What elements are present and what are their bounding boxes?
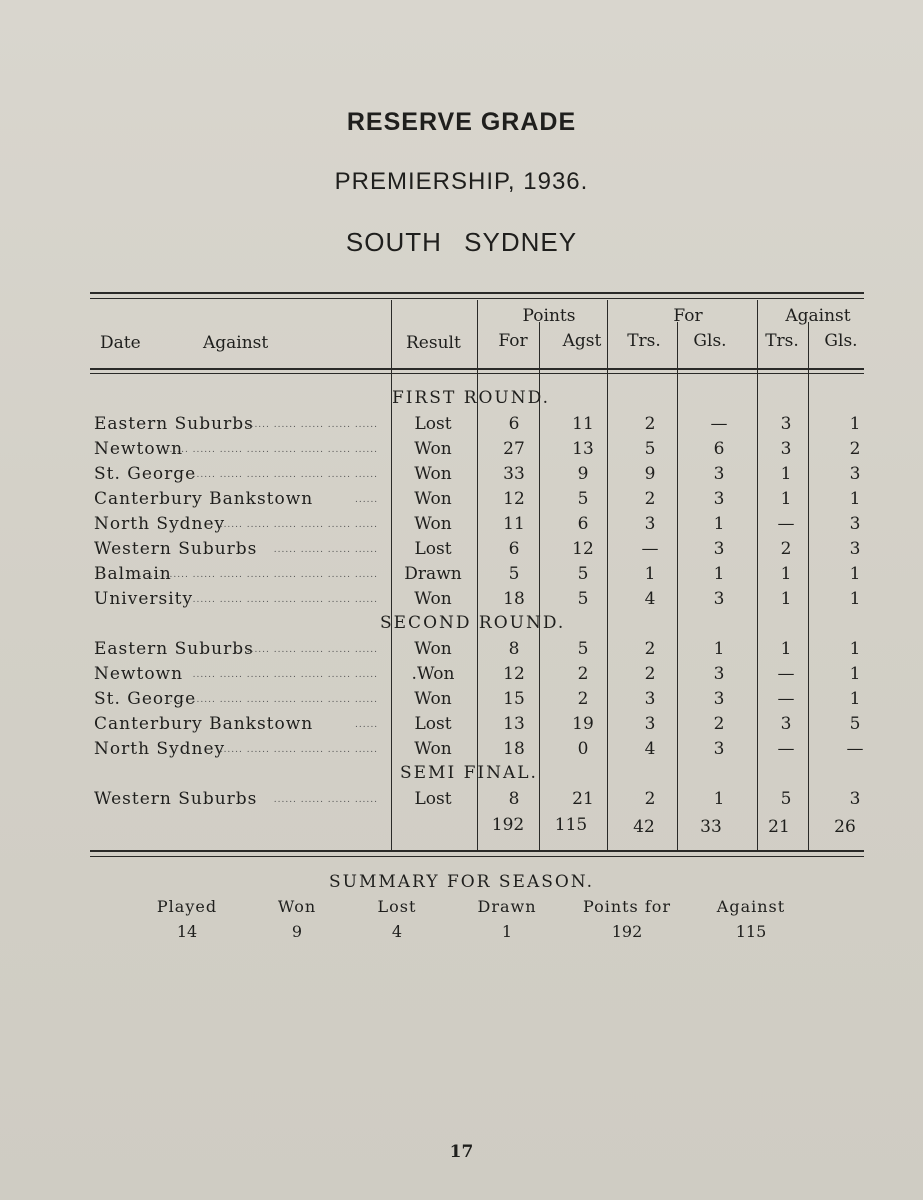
cell-points-agst: 2 (577, 689, 589, 709)
header-for-trs: Trs. (627, 331, 661, 351)
cell-points-for: 27 (503, 439, 525, 459)
cell-points-agst: 19 (572, 714, 594, 734)
cell-for-trs: 3 (644, 514, 656, 534)
leader-dots: ...... (355, 495, 379, 505)
cell-for-trs: 2 (644, 664, 656, 684)
cell-points-for: 12 (503, 664, 525, 684)
cell-ag-trs: — (777, 689, 795, 709)
cell-for-trs: 4 (644, 739, 656, 759)
cell-for-trs: 2 (644, 639, 656, 659)
cell-points-for: 8 (508, 639, 520, 659)
cell-result: Won (414, 739, 452, 759)
table-top-rule-inner (90, 298, 864, 299)
cell-result: Won (414, 439, 452, 459)
cell-points-agst: 21 (572, 789, 594, 809)
cell-points-agst: 5 (577, 639, 589, 659)
leader-dots: ...... ...... ...... ...... ...... ...... ...... ...... ...... (138, 570, 378, 580)
cell-team: St. George (94, 689, 197, 709)
leader-dots: ...... ...... ...... ...... ...... ...... ...... (192, 595, 378, 605)
leader-dots: ...... ...... ...... ...... ...... ...... ...... ...... (165, 445, 378, 455)
cell-for-gls: 3 (713, 489, 725, 509)
summary-label: Played (156, 897, 218, 916)
cell-team: Canterbury Bankstown (94, 714, 314, 734)
cell-ag-gls: — (846, 739, 864, 759)
summary-value: 1 (501, 922, 513, 941)
document-subtitle: PREMIERSHIP, 1936. (334, 168, 589, 195)
cell-ag-trs: 3 (780, 439, 792, 459)
total-points-agst: 115 (554, 815, 588, 835)
leader-dots: ...... ...... ...... ...... ...... (246, 645, 378, 655)
summary-label: Won (277, 897, 317, 916)
cell-team: North Sydney (94, 739, 226, 759)
cell-points-for: 18 (503, 739, 525, 759)
cell-ag-trs: — (777, 514, 795, 534)
cell-for-trs: 2 (644, 789, 656, 809)
table-top-rule (90, 292, 864, 294)
cell-ag-trs: 2 (780, 539, 792, 559)
summary-label: Against (716, 897, 786, 916)
cell-points-for: 12 (503, 489, 525, 509)
cell-points-agst: 2 (577, 664, 589, 684)
cell-points-agst: 12 (572, 539, 594, 559)
cell-points-agst: 0 (577, 739, 589, 759)
cell-points-for: 8 (508, 789, 520, 809)
team-name: SOUTH SYDNEY (345, 227, 578, 257)
cell-ag-gls: 1 (849, 414, 861, 434)
cell-result: Lost (414, 539, 452, 559)
cell-team: Newtown (94, 664, 184, 684)
cell-points-agst: 5 (577, 589, 589, 609)
cell-ag-trs: — (777, 739, 795, 759)
table-bottom-rule (90, 850, 864, 852)
total-ag-trs: 21 (768, 817, 790, 837)
cell-for-trs: 3 (644, 714, 656, 734)
cell-for-trs: 1 (644, 564, 656, 584)
round-label-first: FIRST ROUND. (392, 388, 551, 408)
header-for-gls: Gls. (693, 331, 727, 351)
cell-ag-trs: 1 (780, 489, 792, 509)
cell-ag-gls: 3 (849, 464, 861, 484)
cell-points-agst: 13 (572, 439, 594, 459)
page-number: 17 (449, 1142, 474, 1162)
leader-dots: ...... ...... ...... ...... ...... ...... (219, 745, 378, 755)
summary-value: 115 (735, 922, 767, 941)
cell-for-trs: 9 (644, 464, 656, 484)
cell-team: Eastern Suburbs (94, 639, 254, 659)
cell-ag-trs: — (777, 664, 795, 684)
cell-team: Western Suburbs (94, 789, 258, 809)
cell-result: Won (414, 689, 452, 709)
total-for-trs: 42 (633, 817, 655, 837)
cell-ag-gls: 5 (849, 714, 861, 734)
cell-points-for: 5 (508, 564, 520, 584)
cell-result: Drawn (404, 564, 462, 584)
col-line-for (607, 300, 608, 852)
leader-dots: ...... ...... ...... ...... (273, 795, 378, 805)
cell-for-gls: 2 (713, 714, 725, 734)
cell-for-trs: 4 (644, 589, 656, 609)
cell-ag-gls: 1 (849, 639, 861, 659)
header-points-agst: Agst (562, 331, 602, 351)
header-against: Against (203, 333, 269, 353)
cell-ag-gls: 1 (849, 489, 861, 509)
cell-result: Won (414, 589, 452, 609)
col-line-against-mid (808, 322, 809, 850)
cell-for-gls: 3 (713, 539, 725, 559)
leader-dots: ...... ...... ...... ...... ...... ...... (219, 520, 378, 530)
cell-for-trs: 5 (644, 439, 656, 459)
cell-points-for: 33 (503, 464, 525, 484)
cell-ag-trs: 1 (780, 639, 792, 659)
summary-value: 14 (176, 922, 198, 941)
summary-label: Drawn (477, 897, 537, 916)
cell-for-gls: 1 (713, 514, 725, 534)
cell-for-gls: 1 (713, 564, 725, 584)
cell-ag-gls: 1 (849, 564, 861, 584)
cell-points-agst: 9 (577, 464, 589, 484)
cell-ag-trs: 1 (780, 564, 792, 584)
cell-points-for: 13 (503, 714, 525, 734)
header-ag-gls: Gls. (824, 331, 858, 351)
cell-team: North Sydney (94, 514, 226, 534)
cell-for-gls: 3 (713, 589, 725, 609)
header-result: Result (406, 333, 461, 353)
cell-ag-trs: 1 (780, 464, 792, 484)
summary-value: 9 (291, 922, 303, 941)
cell-ag-trs: 1 (780, 589, 792, 609)
leader-dots: ...... ...... ...... ...... ...... ...... ...... ...... (165, 695, 378, 705)
cell-ag-gls: 1 (849, 664, 861, 684)
cell-points-for: 11 (503, 514, 525, 534)
document-title: RESERVE GRADE (346, 108, 577, 136)
leader-dots: ...... ...... ...... ...... ...... ...... ...... (192, 470, 378, 480)
cell-ag-gls: 3 (849, 539, 861, 559)
cell-team: Newtown (94, 439, 184, 459)
cell-ag-gls: 1 (849, 589, 861, 609)
cell-for-gls: 3 (713, 689, 725, 709)
cell-ag-gls: 2 (849, 439, 861, 459)
total-ag-gls: 26 (834, 817, 856, 837)
table-bottom-rule-inner (90, 856, 864, 857)
col-line-for-mid (677, 322, 678, 850)
cell-ag-gls: 3 (849, 514, 861, 534)
cell-for-gls: 3 (713, 664, 725, 684)
header-for-group: For (673, 306, 703, 326)
cell-for-gls: 6 (713, 439, 725, 459)
cell-ag-gls: 1 (849, 689, 861, 709)
col-line-against (757, 300, 758, 850)
summary-value: 192 (611, 922, 643, 941)
leader-dots: ...... ...... ...... ...... ...... ...... ...... (192, 670, 378, 680)
summary-value: 4 (391, 922, 403, 941)
cell-for-trs: 3 (644, 689, 656, 709)
header-points: Points (522, 306, 576, 326)
total-for-gls: 33 (700, 817, 722, 837)
header-ag-trs: Trs. (765, 331, 799, 351)
cell-for-gls: 3 (713, 464, 725, 484)
cell-result: Won (414, 639, 452, 659)
cell-for-gls: 3 (713, 739, 725, 759)
col-line-result (391, 300, 392, 850)
leader-dots: ...... ...... ...... ...... ...... (246, 420, 378, 430)
cell-for-trs: — (641, 539, 659, 559)
cell-result: Won (414, 514, 452, 534)
header-against-group: Against (785, 306, 851, 326)
cell-for-trs: 2 (644, 414, 656, 434)
round-label-semi: SEMI FINAL. (400, 763, 538, 783)
cell-points-agst: 6 (577, 514, 589, 534)
cell-result: Won (414, 464, 452, 484)
cell-points-agst: 5 (577, 489, 589, 509)
cell-for-gls: 1 (713, 639, 725, 659)
cell-for-gls: — (710, 414, 728, 434)
cell-result: .Won (411, 664, 455, 684)
cell-result: Lost (414, 414, 452, 434)
round-label-second: SECOND ROUND. (380, 613, 566, 633)
cell-points-for: 6 (508, 414, 520, 434)
cell-for-gls: 1 (713, 789, 725, 809)
cell-team: St. George (94, 464, 197, 484)
summary-label: Lost (377, 897, 417, 916)
cell-ag-gls: 3 (849, 789, 861, 809)
header-date: Date (100, 333, 141, 353)
summary-label: Points for (582, 897, 672, 916)
cell-team: Balmain (94, 564, 172, 584)
header-points-for: For (498, 331, 528, 351)
summary-title: SUMMARY FOR SEASON. (328, 872, 594, 892)
cell-team: Canterbury Bankstown (94, 489, 314, 509)
leader-dots: ...... (355, 720, 379, 730)
cell-team: University (94, 589, 194, 609)
total-points-for: 192 (491, 815, 525, 835)
cell-points-agst: 11 (572, 414, 594, 434)
cell-points-for: 6 (508, 539, 520, 559)
cell-team: Eastern Suburbs (94, 414, 254, 434)
cell-result: Lost (414, 789, 452, 809)
cell-team: Western Suburbs (94, 539, 258, 559)
cell-ag-trs: 5 (780, 789, 792, 809)
cell-result: Won (414, 489, 452, 509)
leader-dots: ...... ...... ...... ...... (273, 545, 378, 555)
cell-ag-trs: 3 (780, 414, 792, 434)
cell-for-trs: 2 (644, 489, 656, 509)
cell-points-agst: 5 (577, 564, 589, 584)
cell-ag-trs: 3 (780, 714, 792, 734)
cell-points-for: 18 (503, 589, 525, 609)
cell-points-for: 15 (503, 689, 525, 709)
cell-result: Lost (414, 714, 452, 734)
